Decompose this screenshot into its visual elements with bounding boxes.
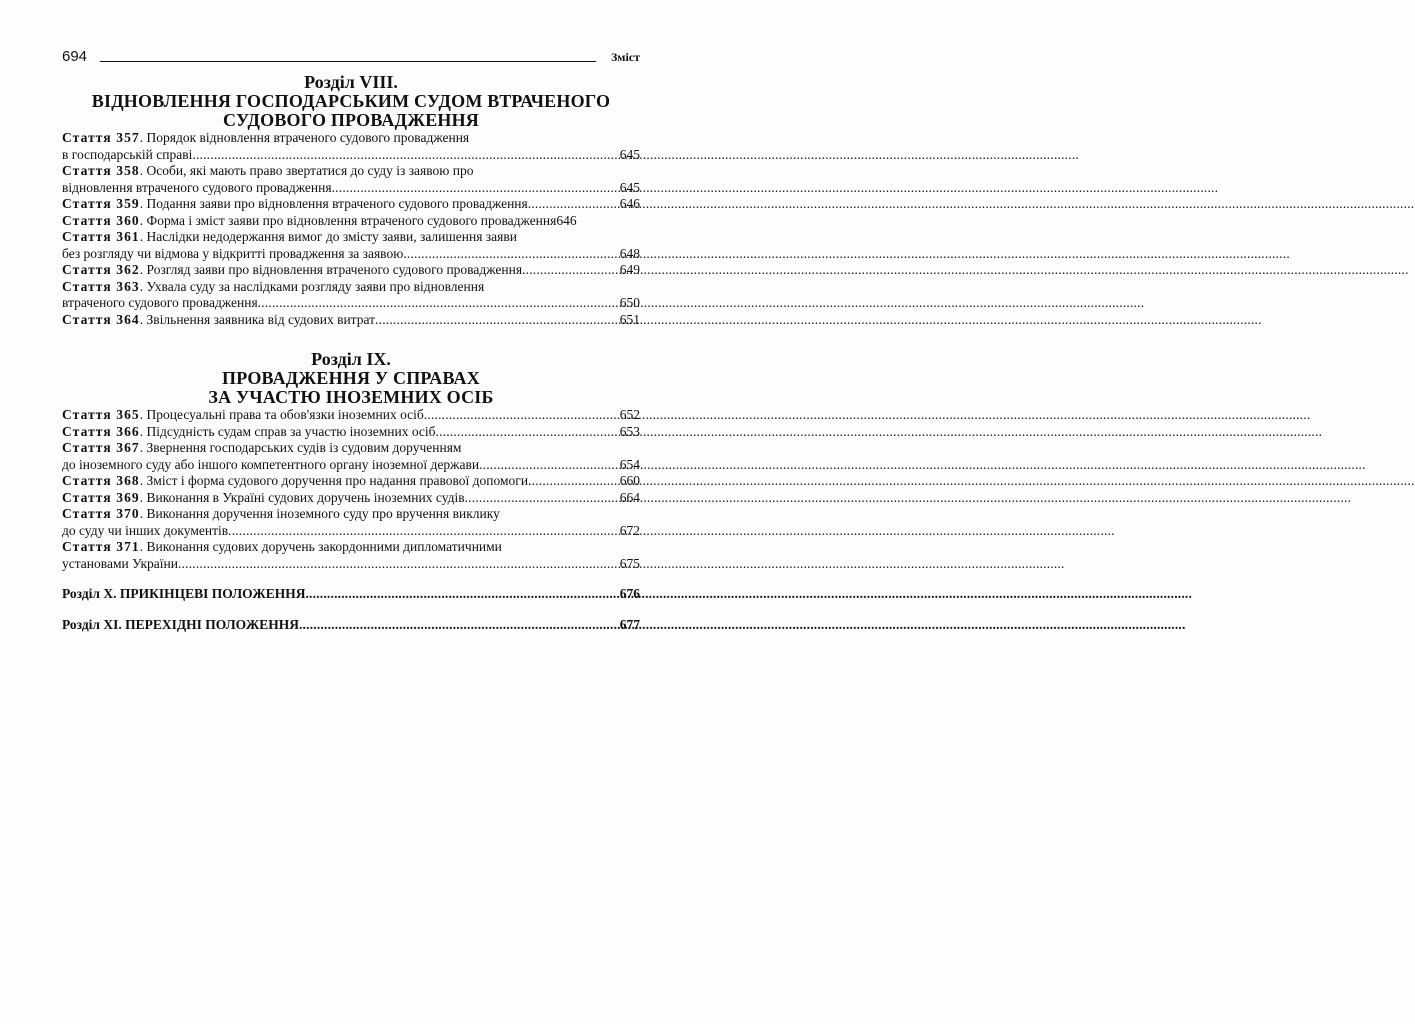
section-heading: Розділ IX. <box>311 349 391 369</box>
leader-dots <box>375 312 620 329</box>
toc-entry-364[interactable] <box>62 312 640 329</box>
toc-entry-365[interactable] <box>62 407 640 424</box>
leader-dots <box>465 490 620 507</box>
toc-entry-363[interactable] <box>62 279 640 312</box>
leader-dots <box>332 180 620 197</box>
leader-dots <box>528 473 620 490</box>
leader-dots <box>228 523 620 540</box>
page-ref: 651 <box>619 311 640 327</box>
page-number: 694 <box>62 48 88 65</box>
article-title-cont: до іноземного суду або іншого компетентного органу іноземної держави <box>62 456 480 472</box>
page-ref: 654 <box>619 456 640 472</box>
article-label: Стаття 361 <box>62 229 140 244</box>
section-viii <box>62 73 640 328</box>
page-ref: 646 <box>556 212 577 228</box>
toc-entry-section-x[interactable] <box>62 586 640 603</box>
page-ref: 664 <box>619 489 640 505</box>
leader-dots <box>522 262 620 279</box>
article-title: . Виконання в Україні судових доручень іноземних судів <box>139 489 465 505</box>
section-title-line: ПРОВАДЖЕННЯ У СПРАВАХ <box>222 368 480 388</box>
page-ref: 645 <box>619 179 640 195</box>
leader-dots <box>479 457 620 474</box>
article-label: Стаття 368 <box>62 473 140 488</box>
article-title-cont: установами України <box>62 555 178 571</box>
article-title: . Наслідки недодержання вимог до змісту заяви, залишення заяви <box>139 229 517 244</box>
page-ref: 650 <box>619 295 640 310</box>
page-ref: 649 <box>619 262 640 277</box>
leader-dots <box>436 424 620 441</box>
article-title: . Виконання доручення іноземного суду про вручення виклику <box>139 506 500 521</box>
toc-entry-section-xi[interactable] <box>62 617 640 634</box>
article-title: . Звернення господарських судів із судовим дорученням <box>139 440 462 455</box>
article-title-cont: втраченого судового провадження <box>62 295 258 310</box>
section-heading: Розділ VIII. <box>304 72 398 92</box>
article-label: Стаття 364 <box>62 311 140 327</box>
leader-dots <box>178 556 620 573</box>
toc-entry-361[interactable] <box>62 229 640 262</box>
article-title: . Звільнення заявника від судових витрат <box>139 311 376 327</box>
leader-dots <box>258 295 620 312</box>
article-label: Стаття 359 <box>62 196 140 211</box>
running-title: Зміст <box>610 50 640 64</box>
article-label: Стаття 371 <box>62 539 140 554</box>
page-ref: 646 <box>619 196 640 211</box>
toc-entry-362[interactable] <box>62 262 640 279</box>
leader-dots <box>299 617 620 634</box>
section-xi-title: Розділ XI. ПЕРЕХІДНІ ПОЛОЖЕННЯ <box>62 616 299 632</box>
toc-entry-370[interactable] <box>62 506 640 539</box>
toc-entry-360[interactable] <box>62 213 640 230</box>
article-title: . Підсудність судам справ за участю іноземних осіб <box>139 423 436 439</box>
article-title: . Подання заяви про відновлення втраченого судового провадження <box>139 196 528 211</box>
page-ref: 645 <box>619 146 640 162</box>
toc-entry-368[interactable] <box>62 473 640 490</box>
toc-entry-358[interactable] <box>62 163 640 196</box>
page-ref: 648 <box>619 245 640 261</box>
article-label: Стаття 363 <box>62 278 140 294</box>
page-ref: 653 <box>619 423 640 439</box>
article-label: Стаття 370 <box>62 506 140 521</box>
toc-entry-367[interactable] <box>62 440 640 473</box>
article-title: . Ухвала суду за наслідками розгляду заяви про відновлення <box>139 278 485 294</box>
article-label: Стаття 365 <box>62 407 140 422</box>
article-title: . Розгляд заяви про відновлення втраченого судового провадження <box>139 262 523 277</box>
toc-entry-357[interactable] <box>62 130 640 163</box>
article-title: . Особи, які мають право звертатися до суду із заявою про <box>139 163 474 178</box>
article-title: . Форма і зміст заяви про відновлення втраченого судового провадження <box>139 212 557 228</box>
page-ref: 675 <box>619 555 640 571</box>
page-ref: 660 <box>619 473 640 488</box>
article-title-cont: до суду чи інших документів <box>62 522 229 538</box>
article-label: Стаття 360 <box>62 212 140 228</box>
article-label: Стаття 357 <box>62 130 140 145</box>
toc-entry-369[interactable] <box>62 490 640 507</box>
page-ref: 672 <box>619 522 640 538</box>
running-header <box>62 48 640 68</box>
page-ref: 652 <box>619 407 640 422</box>
leader-dots <box>192 147 619 164</box>
leader-dots <box>424 407 620 424</box>
toc-entry-359[interactable] <box>62 196 640 213</box>
page-ref: 676 <box>619 586 640 601</box>
leader-dots <box>528 196 620 213</box>
article-title: . Зміст і форма судового доручення про надання правової допомоги <box>139 473 529 488</box>
article-title-cont: в господарській справі <box>62 146 193 162</box>
leader-dots <box>305 586 619 603</box>
article-title: . Виконання судових доручень закордонними дипломатичними <box>139 539 502 554</box>
toc-entry-371[interactable] <box>62 539 640 572</box>
section-ix <box>62 350 640 572</box>
article-label: Стаття 369 <box>62 489 140 505</box>
article-title-cont: відновлення втраченого судового провадження <box>62 179 332 195</box>
article-title-cont: без розгляду чи відмова у відкритті провадження за заявою <box>62 245 404 261</box>
leader-dots <box>403 246 619 263</box>
article-label: Стаття 367 <box>62 440 140 455</box>
article-title: . Процесуальні права та обов'язки іноземних осіб <box>139 407 424 422</box>
section-title-line: СУДОВОГО ПРОВАДЖЕННЯ <box>223 110 479 130</box>
section-title-line: ЗА УЧАСТЮ ІНОЗЕМНИХ ОСІБ <box>208 387 494 407</box>
article-label: Стаття 358 <box>62 163 140 178</box>
table-of-contents <box>62 73 640 633</box>
article-label: Стаття 366 <box>62 423 140 439</box>
article-label: Стаття 362 <box>62 262 140 277</box>
section-title-line: ВІДНОВЛЕННЯ ГОСПОДАРСЬКИМ СУДОМ ВТРАЧЕНОГО <box>91 91 611 111</box>
article-title: . Порядок відновлення втраченого судового провадження <box>139 130 470 145</box>
header-rule <box>100 61 596 62</box>
section-x-title: Розділ X. ПРИКІНЦЕВІ ПОЛОЖЕННЯ <box>62 586 306 601</box>
page-ref: 677 <box>619 616 640 632</box>
toc-entry-366[interactable] <box>62 424 640 441</box>
